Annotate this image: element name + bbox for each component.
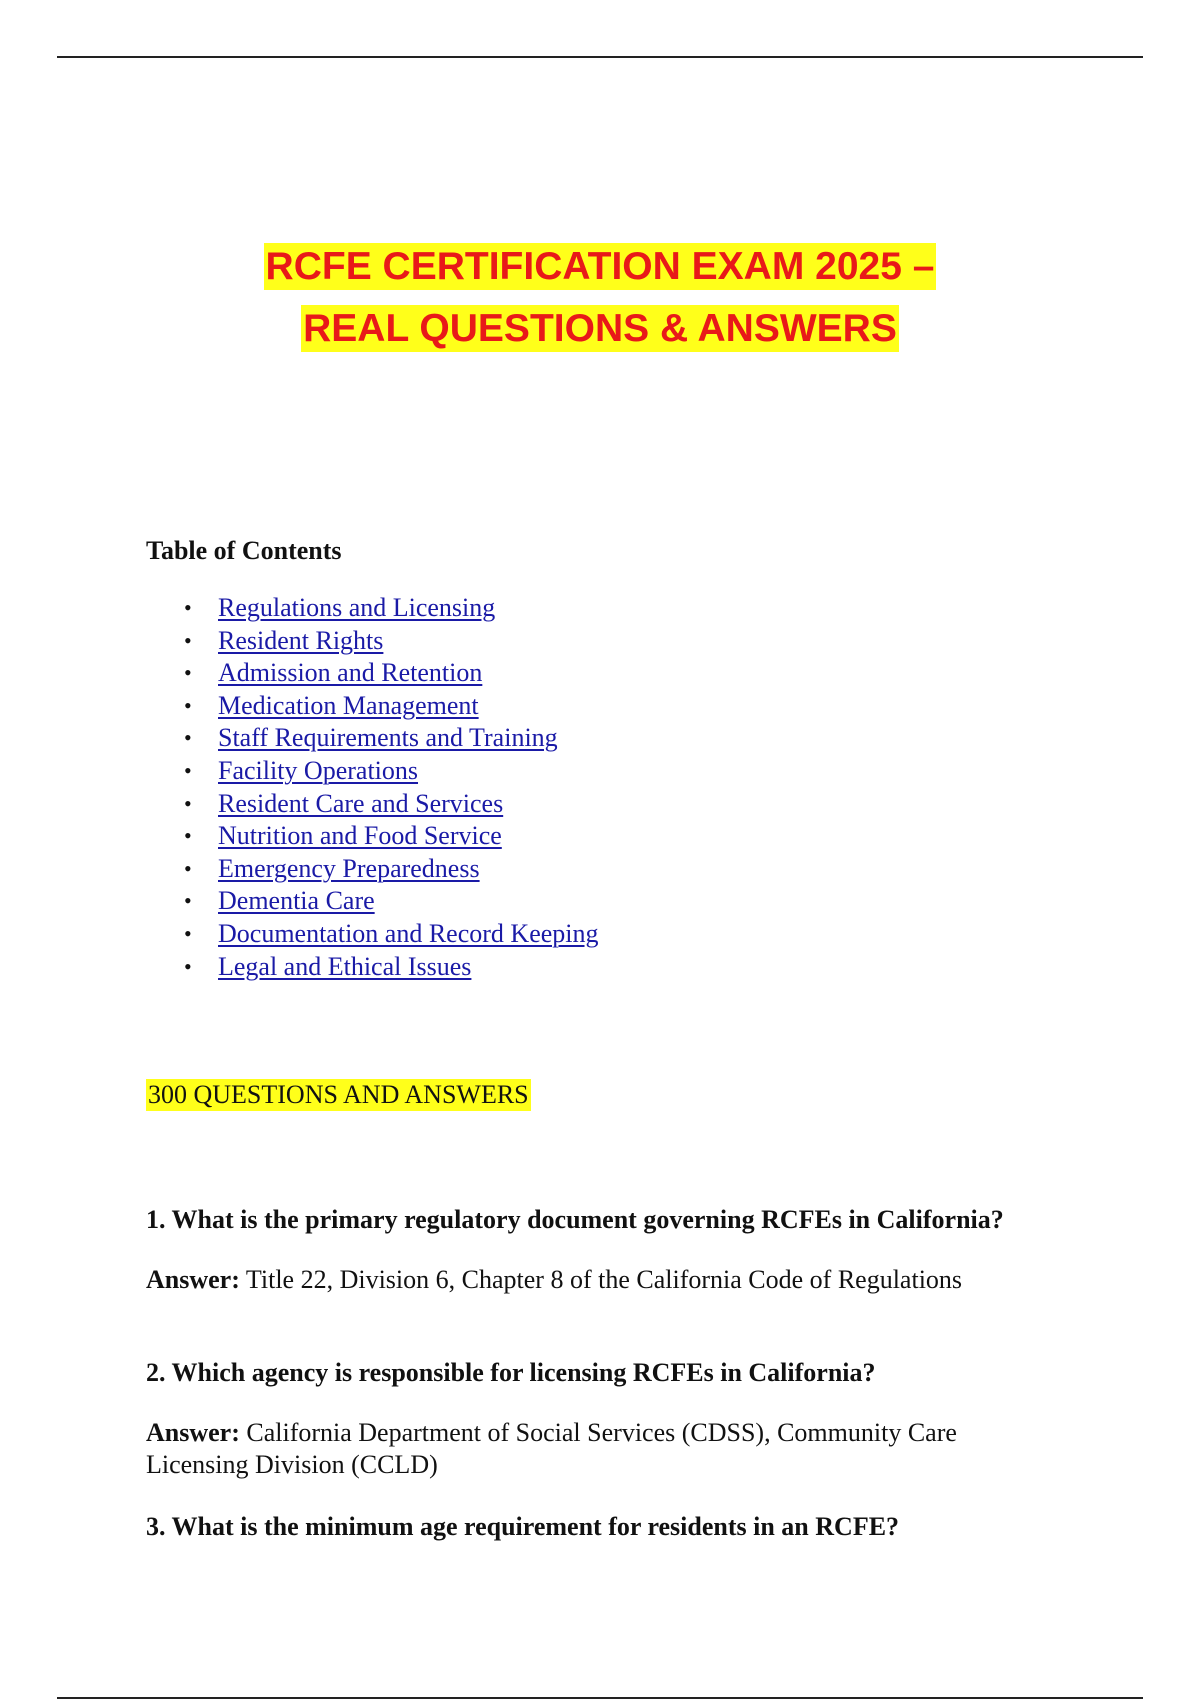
question-text: 3. What is the minimum age requirement for residents in an RCFE? — [146, 1512, 900, 1541]
bullet-icon: • — [184, 790, 192, 816]
bullet-icon: • — [184, 855, 192, 881]
toc-link-staff-requirements[interactable]: Staff Requirements and Training — [218, 723, 558, 753]
table-of-contents — [146, 593, 599, 989]
bullet-icon: • — [184, 920, 192, 946]
question-text: 2. Which agency is responsible for licensing RCFEs in California? — [146, 1358, 876, 1387]
toc-link-resident-care[interactable]: Resident Care and Services — [218, 788, 504, 818]
bullet-icon: • — [184, 692, 192, 718]
toc-link-regulations-licensing[interactable]: Regulations and Licensing — [218, 593, 496, 622]
bullet-icon: • — [184, 660, 192, 686]
title-line-2: REAL QUESTIONS & ANSWERS — [303, 307, 897, 350]
qa-item-2 — [146, 1357, 1046, 1481]
bullet-icon: • — [184, 725, 192, 751]
answer-value: California Department of Social Services (CDSS), Community Care Licensing Division (CCLD) — [146, 1418, 957, 1479]
toc-heading: Table of Contents — [146, 536, 342, 565]
bullet-icon: • — [184, 627, 192, 653]
qa-item-1 — [146, 1204, 1046, 1296]
answer-text — [146, 1264, 1046, 1296]
top-rule — [57, 56, 1143, 58]
toc-link-medication-management[interactable]: Medication Management — [218, 690, 479, 720]
toc-link-emergency-preparedness[interactable]: Emergency Preparedness — [218, 853, 480, 883]
toc-link-documentation[interactable]: Documentation and Record Keeping — [218, 918, 599, 948]
toc-link-nutrition-food[interactable]: Nutrition and Food Service — [218, 821, 502, 851]
answer-label: Answer: — [146, 1265, 240, 1294]
answer-value: Title 22, Division 6, Chapter 8 of the California Code of Regulations — [245, 1265, 963, 1294]
bullet-icon: • — [184, 823, 192, 849]
answer-text — [146, 1417, 1046, 1481]
toc-link-legal-ethical[interactable]: Legal and Ethical Issues — [218, 951, 472, 981]
toc-link-admission-retention[interactable]: Admission and Retention — [218, 658, 483, 688]
toc-item — [146, 951, 599, 990]
qa-item-3 — [146, 1511, 1046, 1543]
bullet-icon: • — [184, 953, 192, 979]
title-line-1: RCFE CERTIFICATION EXAM 2025 – — [265, 245, 935, 288]
document-title — [0, 236, 1200, 360]
question-text: 1. What is the primary regulatory document governing RCFEs in California? — [146, 1205, 1004, 1234]
answer-label: Answer: — [146, 1418, 240, 1447]
bullet-icon: • — [184, 757, 192, 783]
question-count-banner: 300 QUESTIONS AND ANSWERS — [148, 1080, 529, 1109]
toc-link-resident-rights[interactable]: Resident Rights — [218, 625, 384, 655]
toc-link-facility-operations[interactable]: Facility Operations — [218, 755, 419, 785]
toc-link-dementia-care[interactable]: Dementia Care — [218, 886, 375, 916]
bullet-icon: • — [184, 888, 192, 914]
bottom-rule — [57, 1697, 1143, 1699]
bullet-icon: • — [184, 595, 192, 620]
